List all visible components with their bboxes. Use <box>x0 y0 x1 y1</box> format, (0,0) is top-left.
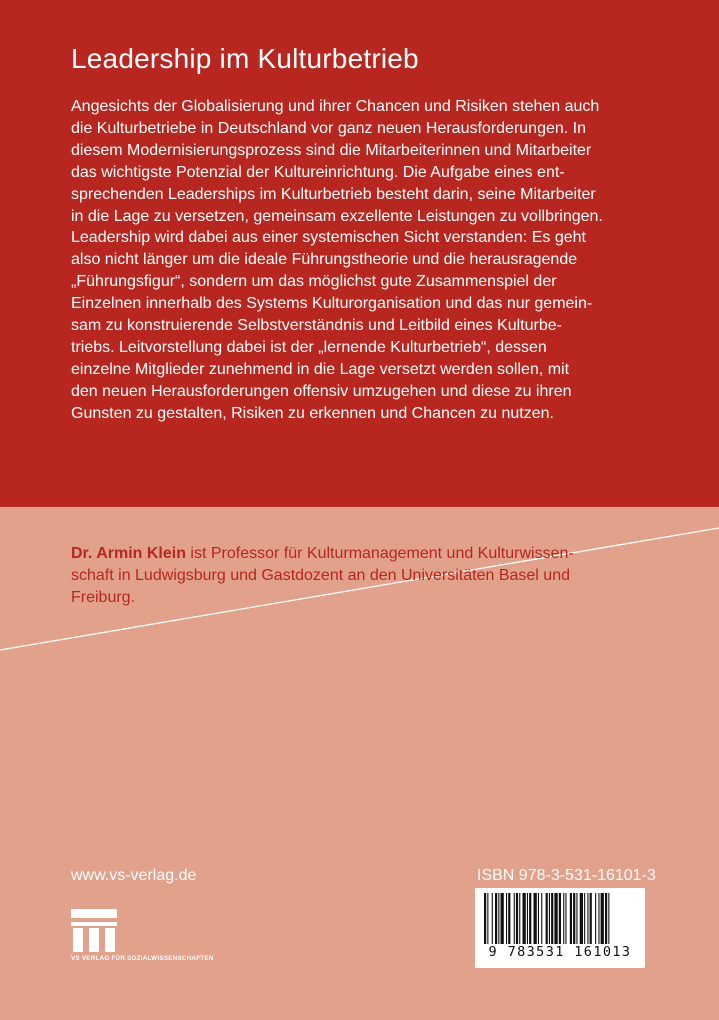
publisher-website: www.vs-verlag.de <box>71 867 197 884</box>
barcode-bar <box>573 893 575 945</box>
barcode-bar <box>576 893 577 945</box>
book-title: Leadership im Kulturbetrieb <box>71 43 419 74</box>
barcode-bar <box>595 893 596 945</box>
barcode-bar <box>605 893 607 945</box>
barcode-bar <box>601 893 604 945</box>
author-bio-line: Freiburg. <box>71 589 136 606</box>
barcode-bar <box>523 893 526 945</box>
blurb-line: Angesichts der Globalisierung und ihrer Chancen und Risiken stehen auch <box>71 98 600 115</box>
barcode-bar <box>551 893 553 945</box>
barcode-bar <box>484 893 486 945</box>
blurb-line: triebs. Leitvorstellung dabei ist der „lernende Kulturbetrieb“, dessen <box>71 338 547 356</box>
author-bio <box>71 543 671 609</box>
barcode-bar <box>554 893 557 945</box>
isbn-label: ISBN 978-3-531-16101-3 <box>477 867 656 884</box>
blurb-line: also nicht länger um die ideale Führungstheorie und die herausragende <box>71 251 578 269</box>
barcode-bar <box>516 893 518 945</box>
barcode-bar <box>546 893 548 945</box>
author-bio-line: schaft in Ludwigsburg und Gastdozent an den Universitäten Basel und <box>71 567 570 584</box>
blurb-line: sprechenden Leaderships im Kulturbetrieb besteht darin, seine Mitarbeiter <box>71 185 596 203</box>
author-bio-text: ist Professor für Kulturmanagement und Kulturwissen- <box>185 545 574 562</box>
barcode-bar <box>492 893 493 945</box>
barcode-bar <box>584 893 585 945</box>
barcode-bar <box>570 893 572 945</box>
blurb-line: das wichtigste Potenzial der Kultureinrichtung. Die Aufgabe eines ent- <box>71 163 565 181</box>
barcode-bar <box>508 893 510 945</box>
author-name: Dr. Armin Klein <box>71 545 186 562</box>
blurb-line: „Führungsfigur“, sondern um das möglichst gute Zusammenspiel der <box>71 273 557 291</box>
publisher-logo-text: VS VERLAG FÜR SOZIALWISSENSCHAFTEN <box>71 955 214 962</box>
barcode-bar <box>565 893 566 945</box>
blurb-line: sam zu konstruierende Selbstverständnis und Leitbild eines Kulturbe- <box>71 317 562 335</box>
barcode-bar <box>559 893 561 945</box>
barcode-bar <box>608 893 609 945</box>
barcode-bar <box>498 893 499 945</box>
barcode-bar <box>501 893 504 945</box>
author-bio-line <box>71 543 671 565</box>
barcode-bar <box>519 893 520 945</box>
barcode-number: 9 783531 161013 <box>475 944 645 960</box>
blurb-line: die Kulturbetriebe in Deutschland vor ganz neuen Herausforderungen. In <box>71 119 586 137</box>
barcode-bar <box>580 893 583 945</box>
blurb-line: diesem Modernisierungsprozess sind die Mitarbeiterinnen und Mitarbeiter <box>71 141 592 159</box>
barcode-bar <box>598 893 599 945</box>
barcode-bar <box>529 893 531 945</box>
barcode-bar <box>541 893 542 945</box>
blurb-line: einzelne Mitglieder zunehmend in die Lage versetzt werden sollen, mit <box>71 360 570 378</box>
blurb-line: Gunsten zu gestalten, Risiken zu erkennen und Chancen zu nutzen. <box>71 404 554 422</box>
barcode-bar <box>506 893 507 945</box>
barcode-bar <box>549 893 550 945</box>
barcode-bar <box>563 893 564 945</box>
barcode-bar <box>534 893 537 945</box>
blurb-text <box>71 96 661 425</box>
barcode-bar <box>538 893 539 945</box>
blurb-line: Leadership wird dabei aus einer systemischen Sicht verstanden: Es geht <box>71 229 586 247</box>
barcode-bar <box>495 893 497 945</box>
blurb-line: Einzelnen innerhalb des Systems Kulturorganisation und das nur gemein- <box>71 295 593 313</box>
barcode-bar <box>487 893 488 945</box>
barcode-bar <box>527 893 528 945</box>
blurb-line: den neuen Herausforderungen offensiv umzugehen und diese zu ihren <box>71 382 572 400</box>
barcode-bar <box>590 893 592 945</box>
blurb-line: in die Lage zu versetzen, gemeinsam exzellente Leistungen zu vollbringen. <box>71 207 603 225</box>
barcode-bar <box>587 893 588 945</box>
barcode-bar <box>514 893 515 945</box>
